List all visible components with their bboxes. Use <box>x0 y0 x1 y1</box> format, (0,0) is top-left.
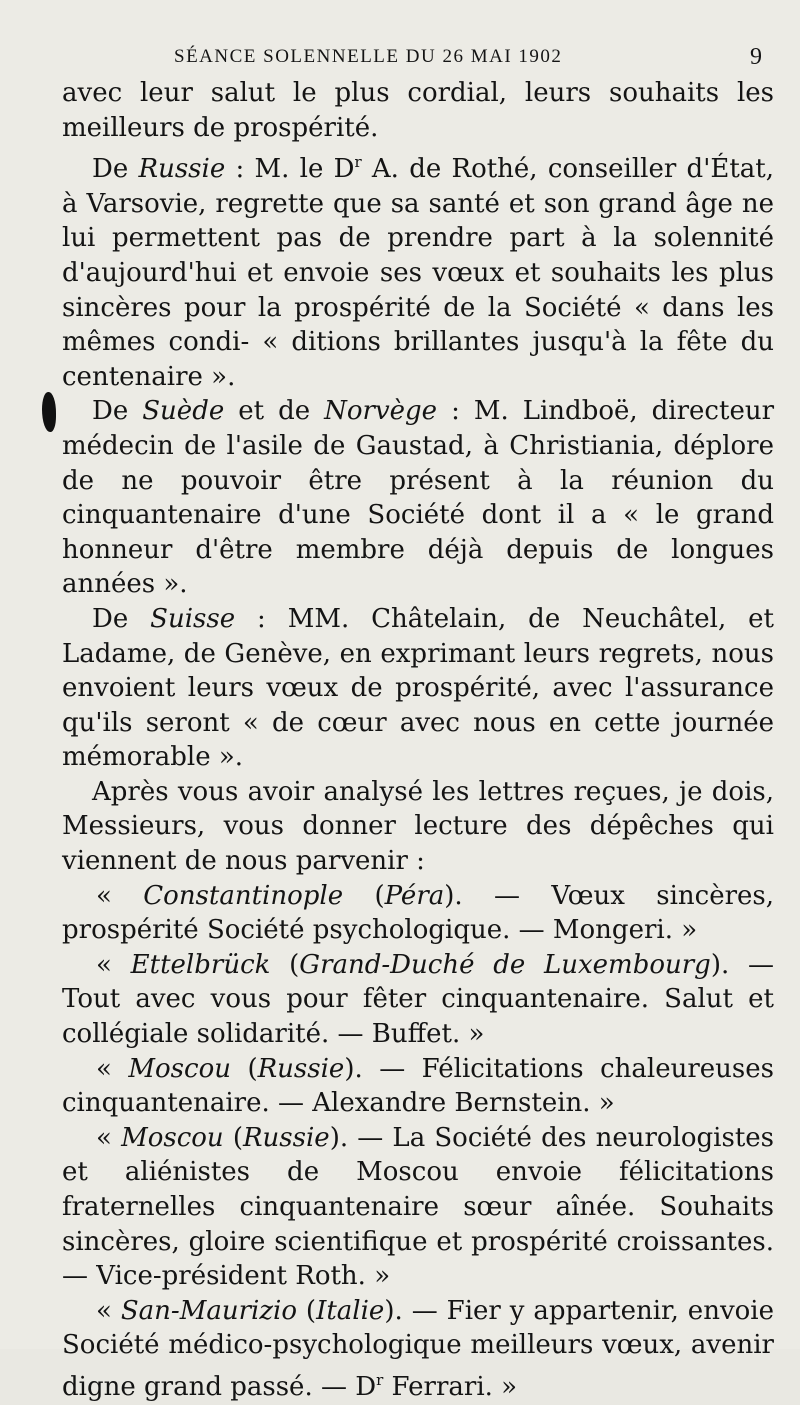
dispatch-place: Constantinople <box>143 880 344 911</box>
country-name: Suisse <box>150 603 236 634</box>
page-body <box>62 76 774 1405</box>
dispatch-ettelbruck: « Ettelbrück (Grand-Duché de Luxembourg). — Tout avec vous pour fêter cinquantenaire. Salut et collégiale solidarité. — Buffet. » <box>62 949 775 1050</box>
dispatch-place: San-Maurizio <box>120 1295 297 1326</box>
dispatch-place: Moscou <box>128 1053 231 1084</box>
dispatch-region: Italie <box>316 1295 385 1326</box>
dispatch-region: Grand-Duché de Luxembourg <box>299 949 711 980</box>
dispatch-region: Péra <box>384 880 445 911</box>
paragraph-continuation: avec leur salut le plus cordial, leurs souhaits les meilleurs de prospérité. <box>62 78 774 143</box>
country-name: Norvège <box>324 396 438 427</box>
dispatch-moscou-roth: « Moscou (Russie). — La Société des neurologistes et aliénistes de Moscou envoie félicitations fraternelles cinquantenaire sœur aînée. Souhaits sincères, gloire scientifique et prospérité croissantes. — Vice-président Roth. » <box>62 1122 775 1292</box>
country-name: Suède <box>142 396 225 427</box>
paragraph-sweden-norway: De Suède et de Norvège : M. Lindboë, directeur médecin de l'asile de Gaustad, à Christiania, déplore de ne pouvoir être présent à la réunion du cinquantenaire d'une Société dont il a « le grand honneur d'être membre déjà depuis de longues années ». <box>62 396 774 600</box>
paragraph-russia: De Russie : M. le $D^r$ A. de Rothé, conseiller d'État, à Varsovie, regrette que sa santé et son grand âge ne lui permettent pas de prendre part à la solennité d'aujourd'hui et envoie ses vœux et souhaits les plus sincères pour la prospérité de la Société « dans les mêmes condi- « ditions brillantes jusqu'à la fête du centenaire ». <box>62 153 774 392</box>
dispatch-constantinople: « Constantinople (Péra). — Vœux sincères, prospérité Société psychologique. — Mongeri. » <box>62 880 775 946</box>
running-head: SÉANCE SOLENNELLE DU 26 MAI 1902 <box>174 46 563 67</box>
dispatch-san-maurizio: « San-Maurizio (Italie). — Fier y appartenir, envoie Société médico-psychologique meilleurs vœux, avenir digne grand passé. — $D^r$ Ferrari. » <box>62 1295 774 1402</box>
dispatch-region: Russie <box>257 1053 345 1084</box>
country-name: Russie <box>138 154 226 185</box>
page-header <box>62 40 774 76</box>
ink-blot <box>42 392 56 432</box>
paragraph-switzerland: De Suisse : MM. Châtelain, de Neuchâtel, et Ladame, de Genève, en exprimant leurs regrets, nous envoient leurs vœux de prospérité, avec l'assurance qu'ils seront « de cœur avec nous en cette journée mémorable ». <box>62 603 774 773</box>
paragraph-dispatches-intro: Après vous avoir analysé les lettres reçues, je dois, Messieurs, vous donner lecture des dépêches qui viennent de nous parvenir : <box>62 776 774 877</box>
dispatch-moscou-bernstein: « Moscou (Russie). — Félicitations chaleureuses cinquantenaire. — Alexandre Bernstein. » <box>62 1053 775 1119</box>
dispatch-place: Ettelbrück <box>130 949 271 980</box>
dispatch-place: Moscou <box>121 1122 224 1153</box>
page-number: 9 <box>750 44 762 70</box>
dispatch-region: Russie <box>242 1122 330 1153</box>
